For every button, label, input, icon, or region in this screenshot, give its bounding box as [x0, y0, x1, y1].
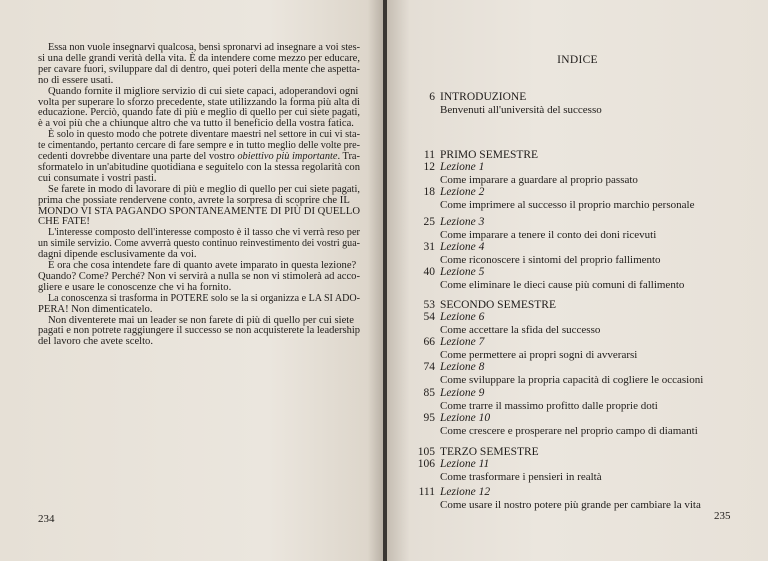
right-page: [387, 0, 768, 561]
index-page-number: 12: [423, 161, 435, 173]
text-segment: L'interesse composto dell'interesse composto è il tasso che vi verrà reso per: [48, 227, 361, 239]
emphasis-text: obiettivo più importante: [237, 151, 338, 162]
text-segment: . Tra-: [337, 151, 360, 162]
text-segment: dagni dipende esclusivamente da voi.: [38, 249, 197, 261]
text-line-content: [38, 337, 153, 348]
index-page-number: 74: [423, 361, 435, 373]
text-segment: CHE FATE!: [38, 216, 90, 228]
text-line: [38, 337, 360, 348]
index-page-number: 95: [423, 412, 435, 424]
index-page-number: 85: [423, 387, 435, 399]
page-number-right: 235: [714, 510, 731, 522]
index-entry-title: Lezione 7: [440, 336, 485, 348]
index-entry-title: Lezione 6: [440, 311, 485, 323]
index-entry-title: Lezione 12: [440, 486, 491, 498]
text-segment: Se farete in modo di lavorare di più e meglio di quello per cui siete pagati,: [48, 183, 361, 195]
index-page-number: 106: [417, 458, 435, 470]
text-segment: MONDO VI STA PAGANDO SPONTANEAMENTE DI PIÙ DI QUELLO: [38, 205, 361, 217]
index-page-number: 111: [418, 486, 435, 498]
index-entry-subtitle: Come permettere ai propri sogni di avverarsi: [440, 348, 638, 361]
index-entry-title: Lezione 1: [440, 161, 485, 173]
index-entry-subtitle: Come sviluppare la propria capacità di cogliere le occasioni: [440, 373, 704, 386]
text-segment: Essa non vuole insegnarvi qualcosa, bensì spronarvi ad insegnare a voi stes-: [48, 42, 360, 53]
index-page-number: 105: [417, 446, 435, 458]
index-entry-title: Lezione 11: [440, 458, 490, 470]
index-page-number: 31: [423, 241, 435, 253]
index-entry-title: Lezione 2: [440, 186, 485, 198]
text-segment: Quando? Come? Perché? Non vi servirà a nulla se non vi stimolerà ad acco-: [38, 270, 360, 282]
index-entry-subtitle: Come usare il nostro potere più grande per cambiare la vita: [440, 498, 701, 511]
text-segment: La conoscenza si trasforma in POTERE solo se la si organizza e LA SI ADO-: [48, 292, 360, 304]
text-segment: volta per superare lo sforzo precedente, state utilizzando la forma più alta di: [38, 96, 360, 108]
text-segment: gliere e usare le conoscenze che vi ha fornito.: [38, 281, 232, 293]
text-segment: è a voi più che a chiunque altro che va tutto il beneficio della vostra fatica.: [38, 118, 354, 130]
index-page-number: 66: [423, 336, 435, 348]
text-segment: cui consumate i vostri pasti.: [38, 172, 157, 184]
index-entry-subtitle: Come trarre il massimo profitto dalle proprie doti: [440, 399, 658, 412]
text-segment: te cimentando, pertanto cercare di fare sempre e in tutto meglio delle volte pre-: [38, 140, 361, 152]
index-page-number: 54: [423, 311, 435, 323]
index-entry-title: PRIMO SEMESTRE: [440, 149, 539, 161]
index-entry-subtitle: Come riconoscere i sintomi del proprio fallimento: [440, 253, 661, 266]
text-segment: prima che possiate rendervene conto, avrete la sorpresa di scoprire che IL: [38, 194, 350, 206]
index-entry-title: Lezione 4: [440, 241, 485, 253]
text-segment: È solo in questo modo che potrete diventare maestri nel settore in cui vi sta-: [48, 129, 360, 141]
index-title: INDICE: [557, 54, 598, 66]
text-segment: per cavare fuori, sviluppare dal di dentro, quei poteri della mente che aspetta-: [38, 63, 361, 75]
index-page-number: 6: [429, 91, 435, 103]
text-segment: Quando fornite il migliore servizio di cui siete capaci, adoperandovi ogni: [48, 85, 359, 97]
page-number-left: 234: [38, 513, 55, 525]
text-segment: E ora che cosa intendete fare di quanto avete imparato in questa lezione?: [48, 260, 357, 271]
left-page: [0, 0, 383, 561]
index-page-number: 11: [423, 149, 435, 161]
text-segment: cedenti dovrebbe diventare una parte del vostro: [38, 151, 238, 162]
index-entry-subtitle: Come imparare a guardare al proprio passato: [440, 173, 638, 186]
text-segment: educazione. Perciò, quando fate di più e meglio di quello per cui siete pagati,: [38, 107, 360, 119]
index-page-number: 25: [423, 216, 435, 228]
index-page-number: 53: [423, 299, 435, 311]
text-segment: pagati e non potrete raggiungere il successo se non acquisterete la leadership: [38, 325, 360, 337]
index-entry-title: Lezione 8: [440, 361, 485, 373]
index-entry-subtitle: Come trasformare i pensieri in realtà: [440, 470, 602, 483]
index-entry-subtitle: Come imprimere al successo il proprio marchio personale: [440, 198, 695, 211]
index-entry-title: INTRODUZIONE: [440, 91, 527, 103]
index-entry-title: Lezione 10: [440, 412, 491, 424]
text-segment: no di essere usati.: [38, 74, 114, 86]
index-entry-title: Lezione 9: [440, 387, 485, 399]
index-page-number: 40: [423, 266, 435, 278]
index-entry-title: Lezione 5: [440, 266, 485, 278]
text-segment: del lavoro che avete scelto.: [38, 336, 154, 348]
text-segment: un simile servizio. Come avverrà questo continuo reinvestimento dei vostri gua-: [38, 238, 361, 250]
text-segment: PERA! Non dimenticatelo.: [38, 303, 153, 315]
index-entry-title: Lezione 3: [440, 216, 485, 228]
index-entry-title: SECONDO SEMESTRE: [440, 299, 556, 311]
index-page-number: 18: [423, 186, 435, 198]
index-entry-subtitle: Come imparare a tenere il conto dei doni ricevuti: [440, 228, 657, 241]
index-entry-subtitle: Come accettare la sfida del successo: [440, 323, 601, 336]
text-segment: sformatelo in un'abitudine quotidiana e seguitelo con la stessa regolarità con: [38, 161, 360, 173]
text-segment: si una delle grandi verità della vita. È da intendere come mezzo per educare,: [38, 52, 360, 64]
index-entry-subtitle: Benvenuti all'università del successo: [440, 103, 602, 116]
index-entry-subtitle: Come crescere e prosperare nel proprio campo di diamanti: [440, 424, 698, 437]
index-entry-subtitle: Come eliminare le dieci cause più comuni di fallimento: [440, 278, 685, 291]
index-entry-title: TERZO SEMESTRE: [440, 446, 539, 458]
text-segment: Non diventerete mai un leader se non farete di più di quello per cui siete: [48, 314, 354, 326]
